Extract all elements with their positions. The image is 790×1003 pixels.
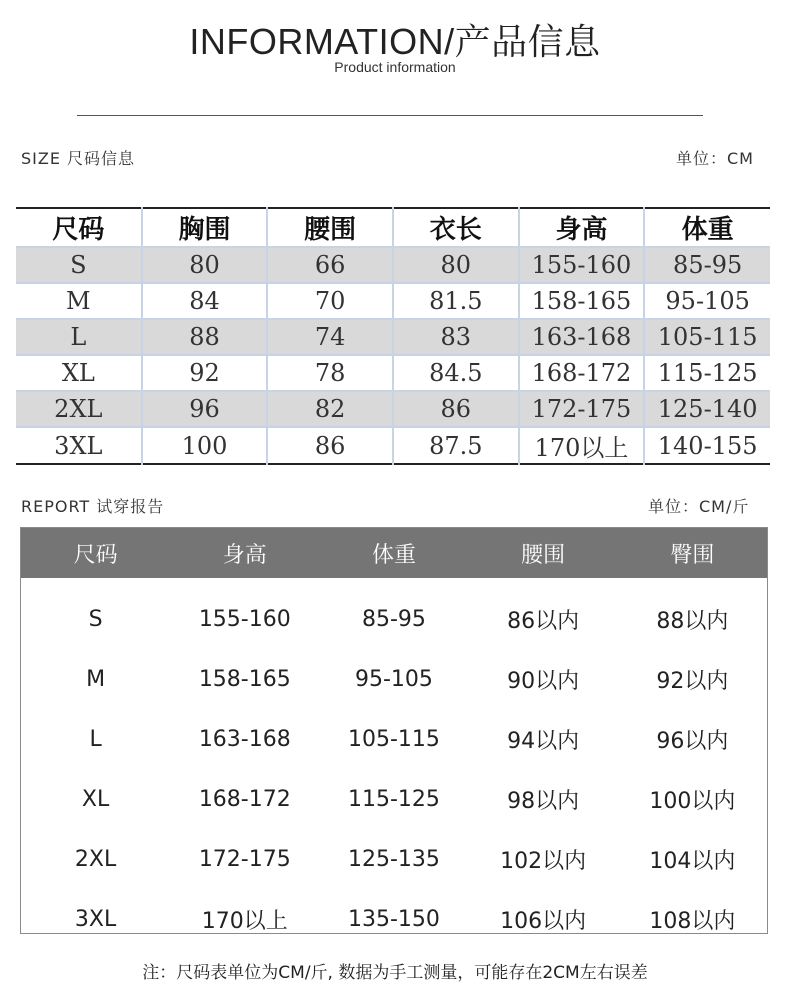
report-col-header: 臀围 — [618, 528, 767, 578]
table-cell: 92 — [142, 355, 268, 391]
size-col-header: 尺码 — [16, 208, 142, 247]
table-cell: 96以内 — [656, 728, 729, 754]
page-title: INFORMATION/产品信息 — [189, 21, 601, 62]
table-cell: 95-105 — [355, 666, 433, 692]
report-section-label: REPORT 试穿报告 — [21, 497, 165, 516]
size-table — [16, 207, 770, 465]
size-col-header: 腰围 — [267, 208, 393, 247]
table-cell: 92以内 — [656, 668, 729, 694]
table-cell: 168-172 — [198, 786, 291, 812]
table-cell: 66 — [267, 247, 393, 283]
table-cell: 108以内 — [649, 908, 736, 934]
table-cell: M — [86, 666, 106, 692]
table-row — [21, 578, 767, 649]
table-cell: 82 — [267, 391, 393, 427]
table-cell: 163-168 — [198, 726, 291, 752]
size-unit-label: 单位：CM — [676, 149, 754, 168]
report-col-header: 腰围 — [469, 528, 618, 578]
table-cell: 100 — [142, 427, 268, 464]
table-cell: 88 — [142, 319, 268, 355]
size-col-header: 衣长 — [393, 208, 519, 247]
table-cell: 170以上 — [519, 427, 645, 464]
report-col-header: 尺码 — [21, 528, 170, 578]
table-cell: 88以内 — [656, 608, 729, 634]
report-col-header: 身高 — [170, 528, 319, 578]
table-cell: 94以内 — [507, 728, 580, 754]
table-cell: 155-160 — [519, 247, 645, 283]
table-cell: 80 — [393, 247, 519, 283]
table-cell: 86 — [393, 391, 519, 427]
table-row — [16, 283, 770, 319]
table-row — [16, 319, 770, 355]
report-table — [21, 528, 767, 949]
table-row — [16, 391, 770, 427]
table-cell: 83 — [393, 319, 519, 355]
table-cell: 2XL — [74, 846, 117, 872]
table-cell: 106以内 — [500, 908, 587, 934]
table-cell: 158-165 — [519, 283, 645, 319]
table-cell: 85-95 — [362, 606, 426, 632]
report-col-header: 体重 — [319, 528, 468, 578]
page-subtitle: Product information — [334, 59, 456, 75]
table-cell: S — [88, 606, 103, 632]
table-cell: 80 — [142, 247, 268, 283]
table-cell: 135-150 — [348, 906, 440, 932]
table-cell: S — [16, 247, 142, 283]
table-row — [21, 709, 767, 769]
table-cell: L — [89, 726, 102, 752]
table-cell: 158-165 — [198, 666, 291, 692]
table-cell: 95-105 — [644, 283, 770, 319]
size-col-header: 胸围 — [142, 208, 268, 247]
table-cell: 170以上 — [201, 908, 288, 934]
table-cell: 105-115 — [348, 726, 440, 752]
table-cell: 74 — [267, 319, 393, 355]
table-cell: 98以内 — [507, 788, 580, 814]
size-section-label: SIZE 尺码信息 — [21, 149, 136, 168]
table-cell: 84 — [142, 283, 268, 319]
table-cell: 2XL — [16, 391, 142, 427]
table-cell: 155-160 — [198, 606, 291, 632]
table-cell: 78 — [267, 355, 393, 391]
table-cell: 81.5 — [393, 283, 519, 319]
footnote: 注：尺码表单位为CM/斤, 数据为手工测量，可能存在2CM左右误差 — [142, 963, 648, 983]
table-row — [16, 427, 770, 464]
table-cell: 115-125 — [348, 786, 440, 812]
table-row — [16, 355, 770, 391]
table-cell: 140-155 — [644, 427, 770, 464]
size-table-header-row — [16, 208, 770, 247]
report-table-frame — [20, 527, 768, 934]
table-cell: 100以内 — [649, 788, 736, 814]
size-col-header: 身高 — [519, 208, 645, 247]
size-col-header: 体重 — [644, 208, 770, 247]
table-cell: 172-175 — [519, 391, 645, 427]
table-cell: 172-175 — [198, 846, 291, 872]
table-cell: 168-172 — [519, 355, 645, 391]
table-row — [21, 889, 767, 949]
table-cell: 90以内 — [507, 668, 580, 694]
table-cell: XL — [16, 355, 142, 391]
table-cell: 104以内 — [649, 848, 736, 874]
table-cell: 105-115 — [644, 319, 770, 355]
table-row — [16, 247, 770, 283]
table-cell: 87.5 — [393, 427, 519, 464]
table-cell: 115-125 — [644, 355, 770, 391]
table-cell: 86以内 — [507, 608, 580, 634]
table-row — [21, 649, 767, 709]
table-cell: 125-135 — [348, 846, 440, 872]
table-cell: L — [16, 319, 142, 355]
table-cell: 96 — [142, 391, 268, 427]
table-cell: 85-95 — [644, 247, 770, 283]
title-divider — [77, 115, 703, 116]
table-cell: 86 — [267, 427, 393, 464]
table-cell: XL — [81, 786, 110, 812]
table-row — [21, 829, 767, 889]
table-row — [21, 769, 767, 829]
table-cell: 163-168 — [519, 319, 645, 355]
table-cell: M — [16, 283, 142, 319]
table-cell: 125-140 — [644, 391, 770, 427]
report-unit-label: 单位：CM/斤 — [648, 497, 750, 516]
table-cell: 102以内 — [500, 848, 587, 874]
table-cell: 84.5 — [393, 355, 519, 391]
table-cell: 3XL — [74, 906, 117, 932]
table-cell: 3XL — [16, 427, 142, 464]
report-table-header-row — [21, 528, 767, 578]
table-cell: 70 — [267, 283, 393, 319]
